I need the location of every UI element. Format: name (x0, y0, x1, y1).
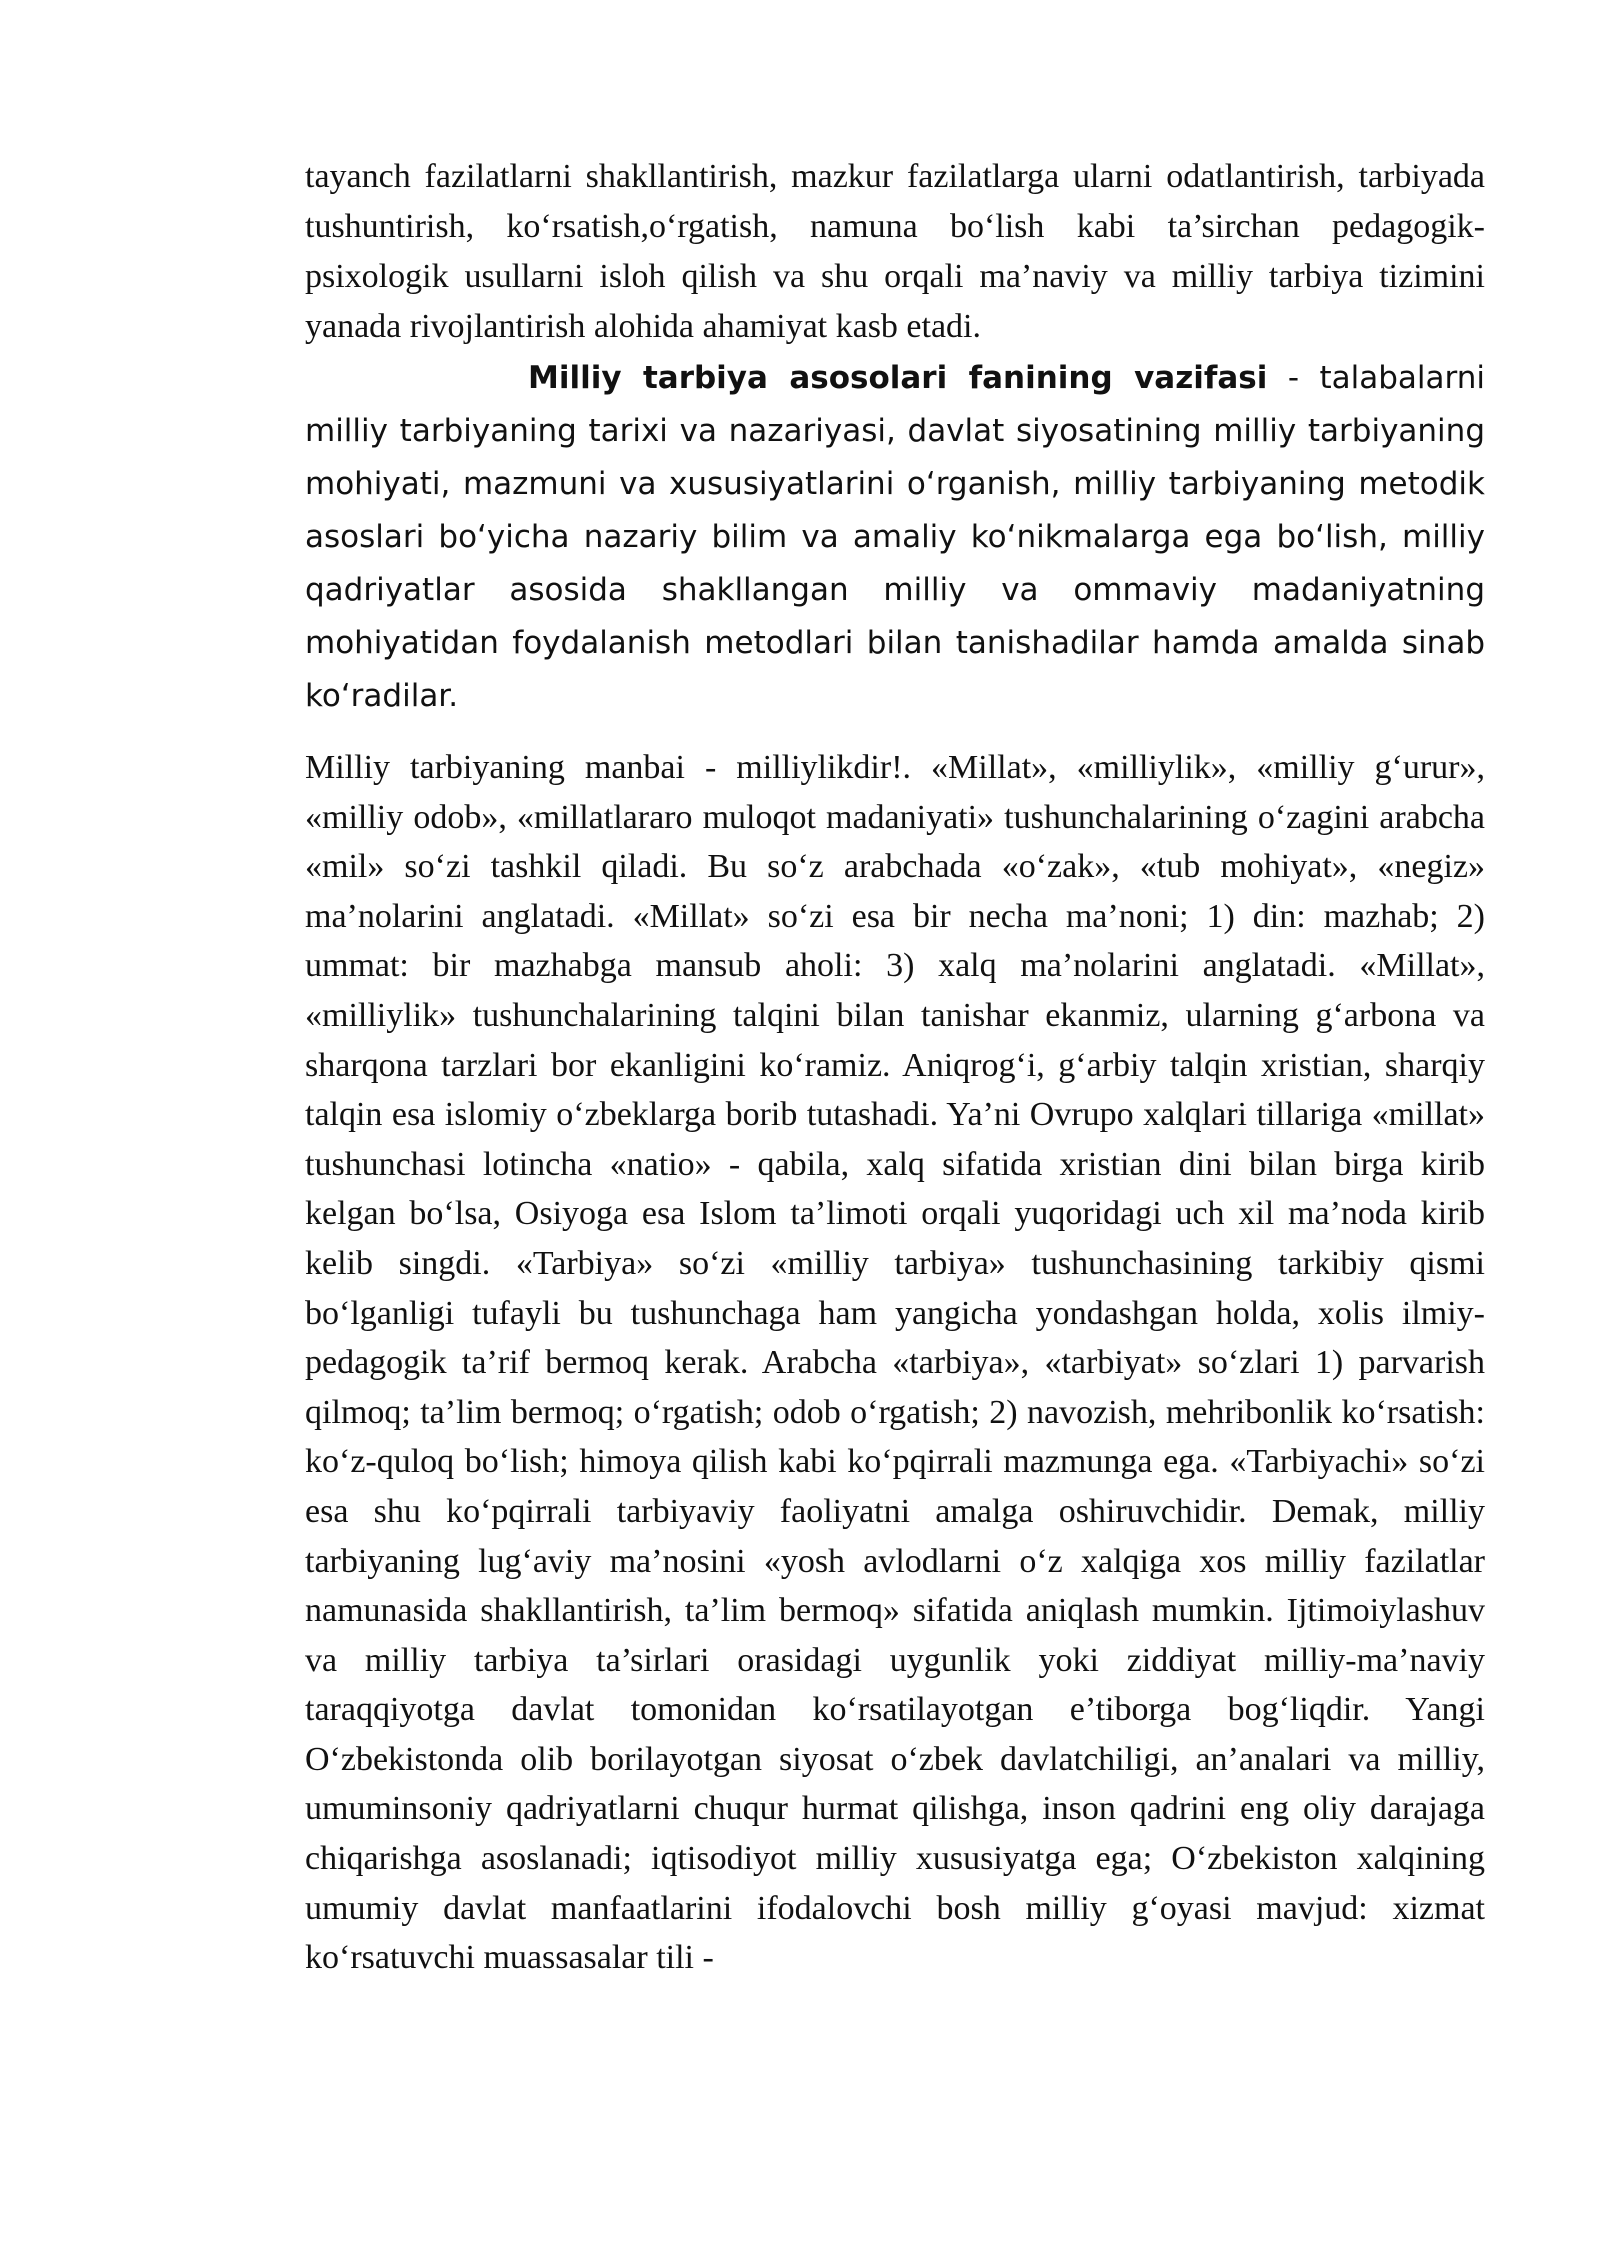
document-page (305, 152, 1485, 1983)
bold-lead-phrase: Milliy tarbiya asosolari fanining vazifasi (528, 360, 1268, 396)
paragraph-subject-tasks (305, 352, 1485, 723)
paragraph-continuation: tayanch fazilatlarni shakllantirish, mazkur fazilatlarga ularni odatlantirish, tarbiyada tushuntirish, ko‘rsatish,o‘rgatish, namuna bo‘lish kabi ta’sirchan pedagogik-psixologik usullarni isloh qilish va shu orqali ma’naviy va milliy tarbiya tizimini yanada rivojlantirish alohida ahamiyat kasb etadi. (305, 158, 1485, 345)
subject-tasks-text: - talabalarni milliy tarbiyaning tarixi va nazariyasi, davlat siyosatining milliy tarbiyaning mohiyati, mazmuni va xususiyatlarini o‘rganish, milliy tarbiyaning metodik asoslari bo‘yicha nazariy bilim va amaliy ko‘nikmalarga ega bo‘lish, milliy qadriyatlar asosida shakllangan milliy va ommaviy madaniyatning mohiyatidan foydalanish metodlari bilan tanishadilar hamda amalda sinab ko‘radilar. (305, 360, 1485, 714)
paragraph-national-upbringing: Milliy tarbiyaning manbai - milliylikdir!. «Millat», «milliylik», «milliy g‘urur», «milliy odob», «millatlararo muloqot madaniyati» tushunchalarining o‘zagini arabcha «mil» so‘zi tashkil qiladi. Bu so‘z arabchada «o‘zak», «tub mohiyat», «negiz» ma’nolarini anglatadi. «Millat» so‘zi esa bir necha ma’noni; 1) din: mazhab; 2) ummat: bir mazhabga mansub aholi: 3) xalq ma’nolarini anglatadi. «Millat», «milliylik» tushunchalarining talqini bilan tanishar ekanmiz, ularning g‘arbona va sharqona tarzlari bor ekanligini ko‘ramiz. Aniqrog‘i, g‘arbiy talqin xristian, sharqiy talqin esa islomiy o‘zbeklarga borib tutashadi. Ya’ni Ovrupo xalqlari tillariga «millat» tushunchasi lotincha «natio» - qabila, xalq sifatida xristian dini bilan birga kirib kelgan bo‘lsa, Osiyoga esa Islom ta’limoti orqali yuqoridagi uch xil ma’noda kirib kelib singdi. «Tarbiya» so‘zi «milliy tarbiya» tushunchasining tarkibiy qismi bo‘lganligi tufayli bu tushunchaga ham yangicha yondashgan holda, xolis ilmiy-pedagogik ta’rif bermoq kerak. Arabcha «tarbiya», «tarbiyat» so‘zlari 1) parvarish qilmoq; ta’lim bermoq; o‘rgatish; odob o‘rgatish; 2) navozish, mehribonlik ko‘rsatish: ko‘z-quloq bo‘lish; himoya qilish kabi ko‘pqirrali mazmunga ega. «Tarbiyachi» so‘zi esa shu ko‘pqirrali tarbiyaviy faoliyatni amalga oshiruvchidir. Demak, milliy tarbiyaning lug‘aviy ma’nosini «yosh avlodlarni o‘z xalqiga xos milliy fazilatlar namunasida shakllantirish, ta’lim bermoq» sifatida aniqlash mumkin. Ijtimoiylashuv va milliy tarbiya ta’sirlari orasidagi uygunlik yoki ziddiyat milliy-ma’naviy taraqqiyotga davlat tomonidan ko‘rsatilayotgan e’tiborga bog‘liqdir. Yangi O‘zbekistonda olib borilayotgan siyosat o‘zbek davlatchiligi, an’analari va milliy, umuminsoniy qadriyatlarni chuqur hurmat qilishga, inson qadrini eng oliy darajaga chiqarishga asoslanadi; iqtisodiyot milliy xususiyatga ega; O‘zbekiston xalqining umumiy davlat manfaatlarini ifodalovchi bosh milliy g‘oyasi mavjud: xizmat ko‘rsatuvchi muassasalar tili - (305, 749, 1485, 1977)
